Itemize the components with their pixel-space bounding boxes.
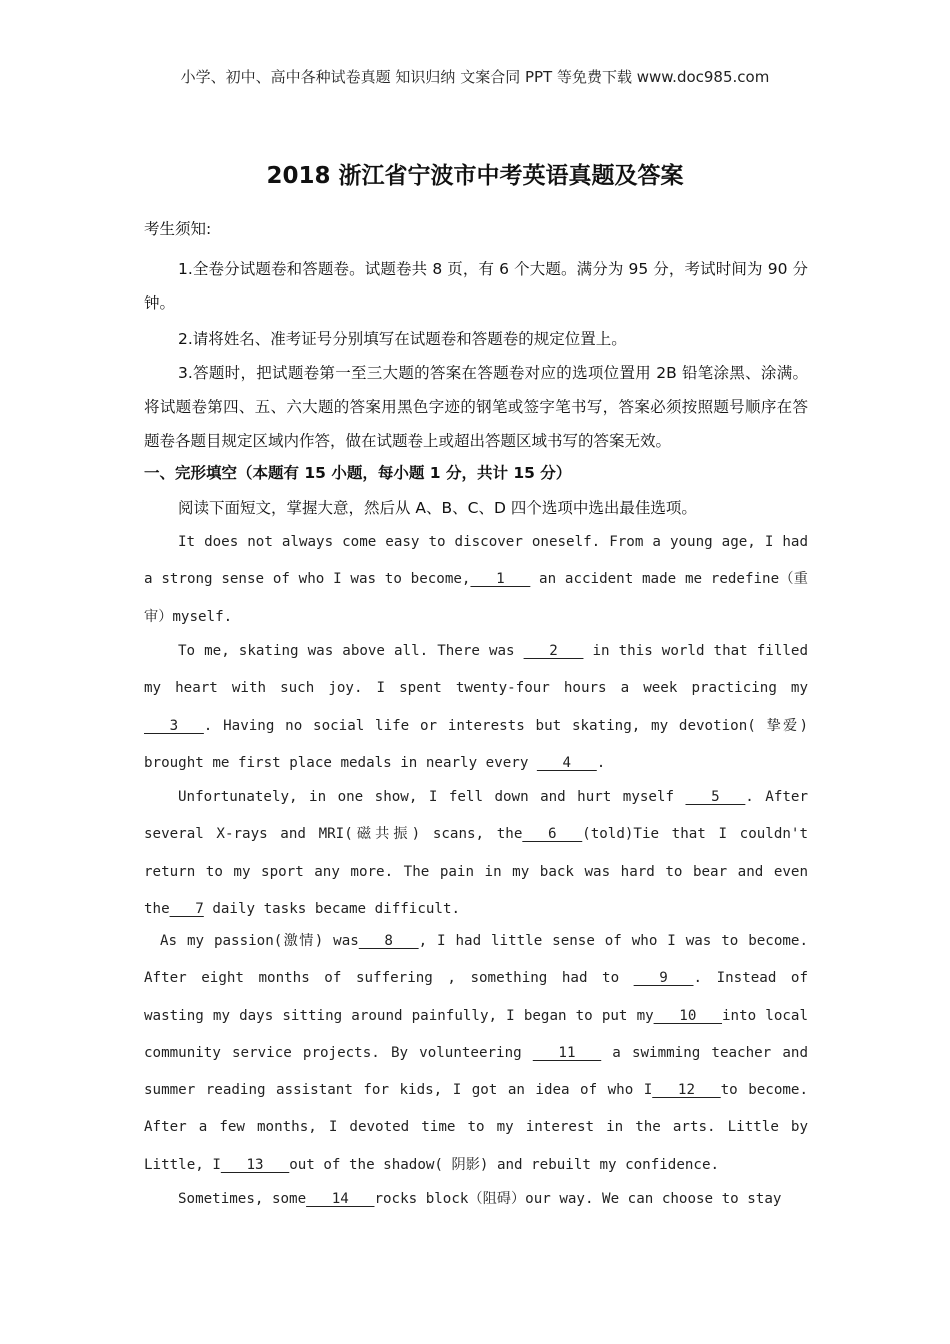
paragraph-text: into local community service projects. By volunteering (144, 1007, 808, 1061)
paragraph-text: Sometimes, some (178, 1191, 307, 1207)
blank-2: ___2___ (523, 643, 584, 659)
blank-11: ___11___ (532, 1044, 602, 1061)
blank-4: ___4___ (536, 754, 597, 771)
notice-heading: 考生须知: (144, 220, 212, 238)
blank-12: ___12___ (652, 1082, 721, 1099)
site-header: 小学、初中、高中各种试卷真题 知识归纳 文案合同 PPT 等免费下载 www.doc985.com (180, 68, 770, 86)
paragraph-text: to become. After a few months, I devoted time to my interest in the arts. Little by Little, I (144, 1082, 809, 1173)
passage-paragraph-1 (144, 524, 808, 636)
blank-7: ___7 (169, 900, 204, 917)
paragraph-text: daily tasks became difficult. (203, 900, 461, 917)
paragraph-text: To me, skating was above all. There was (178, 643, 524, 659)
notice-item-1: 1.全卷分试题卷和答题卷。试题卷共 8 页，有 6 个大题。满分为 95 分，考试时间为 90 分钟。 (144, 260, 808, 312)
paragraph-text: . After several X-rays and MRI(磁共振) scans, the (144, 789, 808, 843)
passage-paragraph-3 (144, 779, 808, 928)
passage-paragraph-2 (144, 633, 808, 782)
paragraph-text: As my passion(激情) was (160, 933, 359, 949)
section-heading: 一、完形填空（本题有 15 小题，每小题 1 分，共计 15 分） (144, 464, 572, 482)
notice-item-2: 2.请将姓名、准考证号分别填写在试题卷和答题卷的规定位置上。 (178, 330, 627, 348)
paragraph-text: (told)Tie that I couldn't return to my sport any more. The pain in my back was hard to bear and even the (144, 826, 808, 917)
section-instruction: 阅读下面短文，掌握大意，然后从 A、B、C、D 四个选项中选出最佳选项。 (178, 499, 697, 517)
paragraph-text: in this world that filled my heart with such joy. I spent twenty-four hours a week practicing my (144, 643, 808, 697)
blank-14: ___14___ (306, 1191, 375, 1207)
notice-item-3: 3.答题时，把试题卷第一至三大题的答案在答题卷对应的选项位置用 2B 铅笔涂黑、涂满。 将试题卷第四、五、六大题的答案用黑色字迹的钢笔或签字笔书写，答案必须按照题号顺序在答题卷各题目规定区域内作答，做在试题卷上或超出答题区域书写的答案无效。 (144, 364, 808, 450)
blank-1: ___1___ (470, 571, 531, 588)
paragraph-text: out of the shadow( 阴影) and rebuilt my confidence. (289, 1156, 720, 1173)
paragraph-text: rocks block（阻碍）our way. We can choose to stay (374, 1191, 782, 1207)
paragraph-text: . (596, 754, 606, 771)
blank-8: ___8___ (358, 933, 419, 949)
paragraph-text: a swimming teacher and summer reading assistant for kids, I got an idea of who I (144, 1044, 808, 1099)
blank-5: ___5___ (685, 789, 746, 805)
paragraph-text: . Instead of wasting my days sitting around painfully, I began to put my (144, 970, 808, 1024)
passage-paragraph-4 (144, 923, 808, 1184)
blank-13: ___13___ (220, 1156, 290, 1173)
page-title: 2018 浙江省宁波市中考英语真题及答案 (266, 163, 684, 189)
blank-10: ___10___ (653, 1007, 722, 1024)
blank-9: ___9___ (633, 970, 694, 987)
passage-paragraph-5 (144, 1181, 808, 1218)
paragraph-text: an accident made me redefine（重审）myself. (144, 571, 808, 625)
paragraph-text: Unfortunately, in one show, I fell down and hurt myself (178, 789, 686, 805)
paragraph-text: , I had little sense of who I was to become. After eight months of suffering , something had to (144, 933, 808, 987)
blank-6: ___6___ (522, 826, 583, 843)
paragraph-text: It does not always come easy to discover oneself. From a young age, I had a strong sense of who I was to become, (144, 534, 808, 588)
paragraph-text: . Having no social life or interests but skating, my devotion( 挚爱) brought me first place medals in nearly every (144, 717, 808, 771)
blank-3: ___3___ (144, 717, 204, 734)
